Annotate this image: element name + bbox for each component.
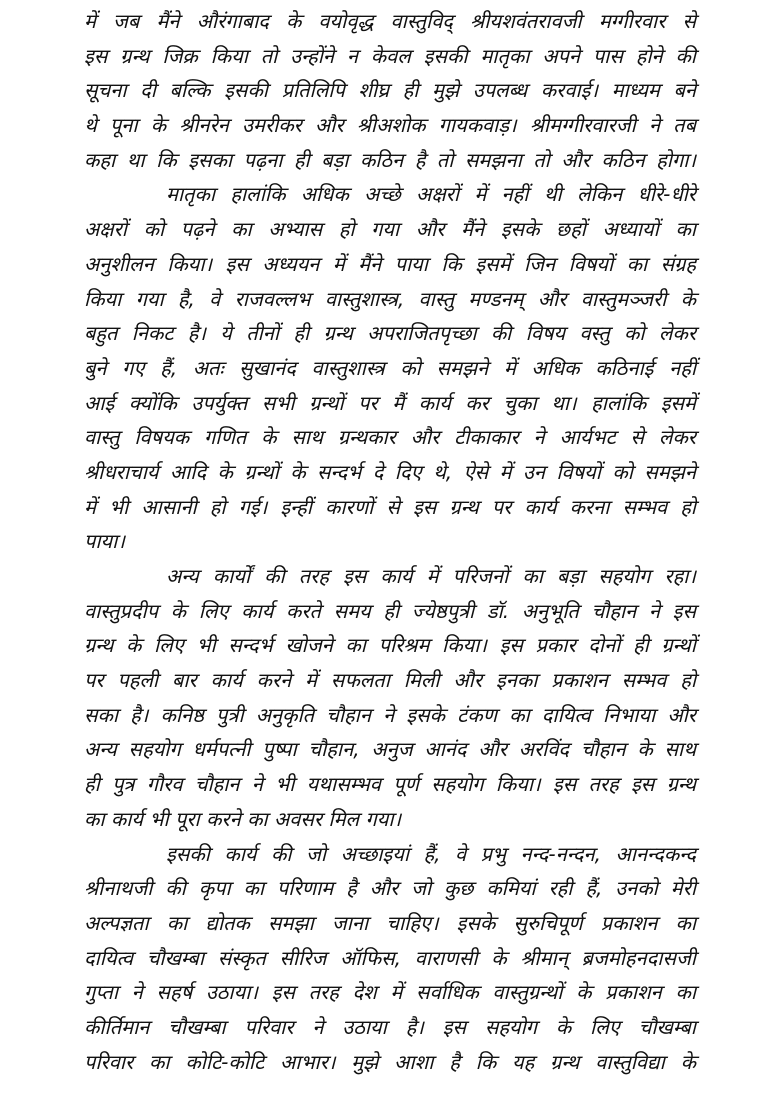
text-line: दायित्व चौखम्बा संस्कृत सीरिज ऑफिस, वाराणसी के श्रीमान् ब्रजमोहनदासजी: [84, 945, 696, 970]
text-line: पर पहली बार कार्य करने में सफलता मिली और इनका प्रकाशन सम्भव हो: [84, 668, 696, 693]
text-line: ही पुत्र गौरव चौहान ने भी यथासम्भव पूर्ण सहयोग किया। इस तरह इस ग्रन्थ: [84, 772, 696, 797]
text-line: इसकी कार्य की जो अच्छाइयां हैं, वे प्रभु नन्द-नन्दन, आनन्दकन्द: [166, 841, 696, 866]
text-line: किया गया है, वे राजवल्लभ वास्तुशास्त्र, वास्तु मण्डनम् और वास्तुमञ्जरी के: [84, 286, 696, 311]
text-line: ग्रन्थ के लिए भी सन्दर्भ खोजने का परिश्रम किया। इस प्रकार दोनों ही ग्रन्थों: [84, 633, 696, 658]
text-line: में भी आसानी हो गई। इन्हीं कारणों से इस ग्रन्थ पर कार्य करना सम्भव हो: [84, 494, 696, 519]
text-line: गुप्ता ने सहर्ष उठाया। इस तरह देश में सर्वाधिक वास्तुग्रन्थों के प्रकाशन का: [84, 980, 696, 1005]
text-line: अक्षरों को पढ़ने का अभ्यास हो गया और मैंने इसके छहों अध्यायों का: [84, 217, 696, 242]
text-line: पाया।: [84, 529, 125, 554]
text-line: कहा था कि इसका पढ़ना ही बड़ा कठिन है तो समझना तो और कठिन होगा।: [84, 147, 696, 172]
text-line: परिवार का कोटि-कोटि आभार। मुझे आशा है कि यह ग्रन्थ वास्तुविद्या के: [84, 1049, 696, 1074]
text-line: सका है। कनिष्ठ पुत्री अनुकृति चौहान ने इसके टंकण का दायित्व निभाया और: [84, 702, 696, 727]
text-line: श्रीधराचार्य आदि के ग्रन्थों के सन्दर्भ दे दिए थे, ऐसे में उन विषयों को समझने: [84, 459, 696, 484]
text-line: कीर्तिमान चौखम्बा परिवार ने उठाया है। इस सहयोग के लिए चौखम्बा: [84, 1014, 696, 1039]
text-line: में जब मैंने औरंगाबाद के वयोवृद्ध वास्तुविद् श्रीयशवंतरावजी मग्गीरवार से: [84, 9, 696, 33]
text-line: थे पूना के श्रीनरेन उमरीकर और श्रीअशोक गायकवाड़। श्रीमग्गीरवारजी ने तब: [84, 113, 696, 138]
text-line: का कार्य भी पूरा करने का अवसर मिल गया।: [84, 806, 402, 831]
text-line: अन्य सहयोग धर्मपत्नी पुष्पा चौहान, अनुज आनंद और अरविंद चौहान के साथ: [84, 737, 696, 762]
text-line: मातृका हालांकि अधिक अच्छे अक्षरों में नहीं थी लेकिन धीरे-धीरे: [166, 182, 696, 207]
document-page: [84, 4, 696, 1079]
text-line: अन्य कार्यों की तरह इस कार्य में परिजनों का बड़ा सहयोग रहा।: [166, 564, 696, 588]
text-line: बुने गए हैं, अतः सुखानंद वास्तुशास्त्र को समझने में अधिक कठिनाई नहीं: [84, 355, 696, 380]
text-line: श्रीनाथजी की कृपा का परिणाम है और जो कुछ कमियां रही हैं, उनको मेरी: [84, 876, 696, 901]
text-line: वास्तुप्रदीप के लिए कार्य करते समय ही ज्येष्ठपुत्री डॉ. अनुभूति चौहान ने इस: [84, 598, 696, 623]
text-line: बहुत निकट है। ये तीनों ही ग्रन्थ अपराजितपृच्छा की विषय वस्तु को लेकर: [84, 321, 696, 346]
text-line: अल्पज्ञता का द्योतक समझा जाना चाहिए। इसके सुरुचिपूर्ण प्रकाशन का: [84, 910, 696, 935]
text-line: अनुशीलन किया। इस अध्ययन में मैंने पाया कि इसमें जिन विषयों का संग्रह: [84, 251, 696, 276]
text-line: सूचना दी बल्कि इसकी प्रतिलिपि शीघ्र ही मुझे उपलब्ध करवाई। माध्यम बने: [84, 78, 696, 103]
text-line: आई क्योंकि उपर्युक्त सभी ग्रन्थों पर मैं कार्य कर चुका था। हालांकि इसमें: [84, 390, 696, 415]
text-line: वास्तु विषयक गणित के साथ ग्रन्थकार और टीकाकार ने आर्यभट से लेकर: [84, 425, 696, 450]
text-line: इस ग्रन्थ जिक्र किया तो उन्होंने न केवल इसकी मातृका अपने पास होने की: [84, 43, 696, 68]
